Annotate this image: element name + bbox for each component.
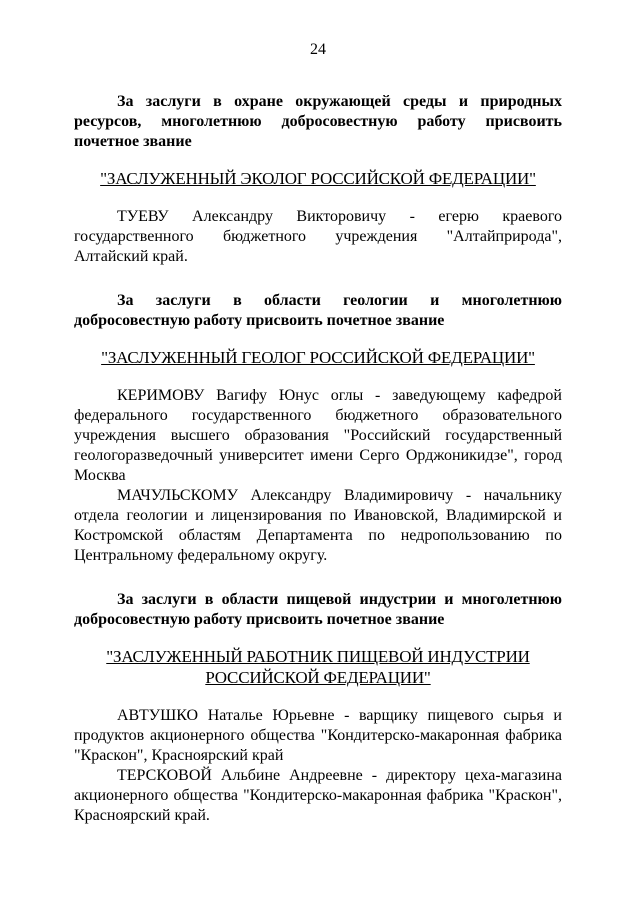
award-title-line: "ЗАСЛУЖЕННЫЙ ЭКОЛОГ РОССИЙСКОЙ ФЕДЕРАЦИИ" xyxy=(100,169,536,188)
section-intro: За заслуги в охране окружающей среды и природных ресурсов, многолетнюю добросовестную работу присвоить почетное звание xyxy=(74,93,562,150)
award-recipient: АВТУШКО Наталье Юрьевне - варщику пищевого сырья и продуктов акционерного общества "Кондитерско-макаронная фабрика "Краскон", Красноярский край xyxy=(74,707,562,764)
award-section-food-industry xyxy=(74,590,562,826)
award-recipient: ТЕРСКОВОЙ Альбине Андреевне - директору цеха-магазина акционерного общества "Кондитерско-макаронная фабрика "Краскон", Красноярский край. xyxy=(74,767,562,824)
award-title xyxy=(74,347,562,368)
page-number: 24 xyxy=(310,41,326,58)
section-intro: За заслуги в области геологии и многолетнюю добросовестную работу присвоить почетное звание xyxy=(74,292,562,329)
award-recipient: КЕРИМОВУ Вагифу Юнус оглы - заведующему кафедрой федерального государственного бюджетного образовательного учреждения высшего образования "Российский государственный геологоразведочный университет имени Серго Орджоникидзе", город Москва xyxy=(74,387,562,484)
award-recipient: ТУЕВУ Александру Викторовичу - егерю краевого государственного бюджетного учреждения "Алтайприрода", Алтайский край. xyxy=(74,208,562,265)
award-title-line: "ЗАСЛУЖЕННЫЙ РАБОТНИК ПИЩЕВОЙ ИНДУСТРИИ xyxy=(106,647,530,666)
document-page xyxy=(74,40,562,850)
award-title xyxy=(74,646,562,688)
award-title-line: РОССИЙСКОЙ ФЕДЕРАЦИИ" xyxy=(205,668,431,687)
award-section-ecologist xyxy=(74,92,562,267)
award-recipient: МАЧУЛЬСКОМУ Александру Владимировичу - начальнику отдела геологии и лицензирования по Ивановской, Владимирской и Костромской областям Департамента по недропользованию по Центральному федеральному округу. xyxy=(74,487,562,564)
award-section-geologist xyxy=(74,291,562,566)
section-intro: За заслуги в области пищевой индустрии и многолетнюю добросовестную работу присвоить почетное звание xyxy=(74,591,562,628)
award-title-line: "ЗАСЛУЖЕННЫЙ ГЕОЛОГ РОССИЙСКОЙ ФЕДЕРАЦИИ" xyxy=(101,348,535,367)
award-title xyxy=(74,168,562,189)
